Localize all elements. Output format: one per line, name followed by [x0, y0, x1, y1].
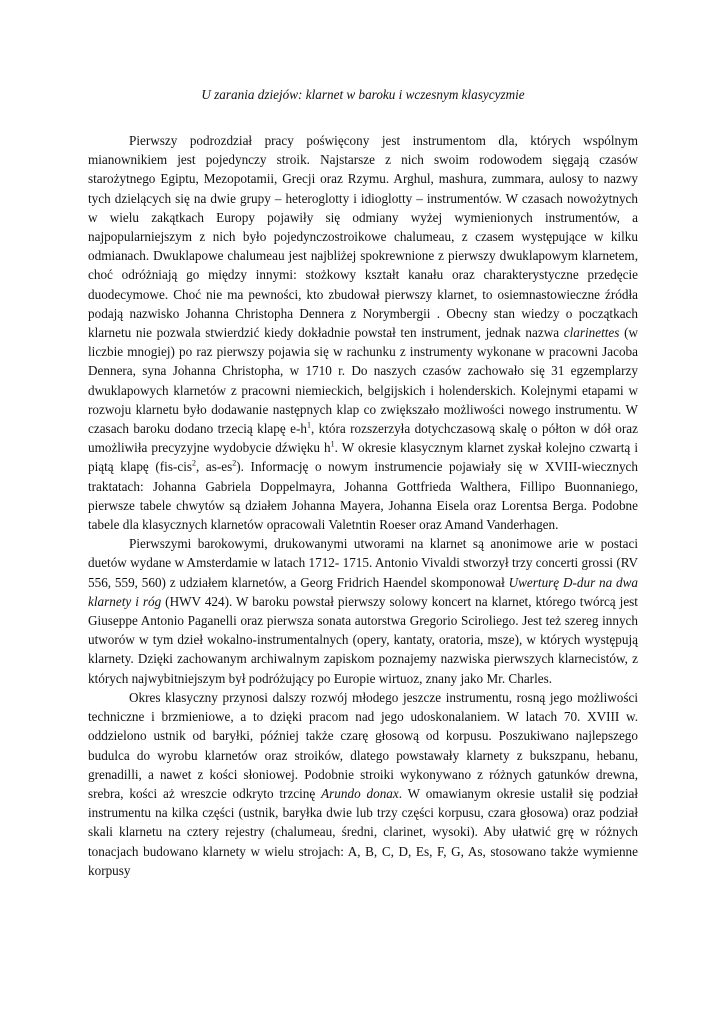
- p3-text-a: Okres klasyczny przynosi dalszy rozwój młodego jeszcze instrumentu, rosną jego możliwości techniczne i brzmieniowe, a to dzięki pracom nad jego udoskonalaniem. W latach 70. XVIII w. oddzielono ustnik od baryłki, później także czarę głosową od korpusu. Poszukiwano najlepszego budulca do wyrobu klarnetów oraz stroików, dlatego powstawały klarnety z bukszpanu, hebanu, grenadilli, a nawet z kości słoniowej. Podobnie stroiki wykonywano z różnych gatunków drewna, srebra, kości aż wreszcie odkryto trzcinę: [88, 689, 638, 801]
- p1-text-c: , która rozszerzyła dotychczasową skalę o półton w dół oraz umożliwiła precyzyjne wydobycie dźwięku h: [88, 421, 638, 456]
- p1-text-f: ). Informację o nowym instrumencie pojawiały się w XVIII-wiecznych traktatach: Johanna Gabriela Doppelmayra, Johanna Gottfrieda Walthera, Fillipo Buonnaniego, pierwsze tabele chwytów są działem Johanna Mayera, Johanna Eisela oraz Lorentsa Berga. Podobne tabele dla klasycznych klarnetów opracowali Valetntin Roeser oraz Amand Vanderhagen.: [88, 459, 638, 533]
- p1-text-d: . W okresie klasycznym klarnet zyskał kolejno czwartą i piątą klapę (fis-cis: [88, 440, 638, 475]
- superscript-2-a: 2: [192, 459, 196, 469]
- p2-text-a: Pierwszymi barokowymi, drukowanymi utworami na klarnet są anonimowe arie w postaci duetów wydane w Amsterdamie w latach 1712- 1715. Antonio Vivaldi stworzył trzy concerti grossi (RV 556, 559, 560) z udziałem klarnetów, a Georg Fridrich Haendel skomponował: [88, 536, 638, 590]
- p3-text-b: . W omawianym okresie ustalił się podział instrumentu na kilka części (ustnik, baryłka dwie lub trzy części korpusu, czara głosowa) oraz podział skali klarnetu na cztery rejestry (chalumeau, średni, clarinet, wysoki). Aby ułatwić grę w różnych tonacjach budowano klarnety w wielu strojach: A, B, C, D, Es, F, G, As, stosowano także wymienne korpusy: [88, 785, 639, 878]
- section-title: U zarania dziejów: klarnet w baroku i wczesnym klasycyzmie: [201, 87, 525, 102]
- document-page: [88, 86, 638, 880]
- p2-text-b: (HWV 424). W baroku powstał pierwszy solowy koncert na klarnet, którego twórcą jest Giuseppe Antonio Paganelli oraz pierwsza sonata autorstwa Gregorio Sciroliego. Jest też szereg innych utworów w tym dzieł wokalno-instrumentalnych (opery, kantaty, oratoria, msze), w których występują klarnety. Dzięki zachowanym archiwalnym zapiskom poznajemy nazwiska pierwszych klarnecistów, z których najwybitniejszym był podróżujący po Europie wirtuoz, znany jako Mr. Charles.: [88, 593, 638, 686]
- footnote-marker-1: 1: [306, 420, 311, 430]
- p1-text-a: Pierwszy podrozdział pracy poświęcony jest instrumentom dla, których wspólnym mianownikiem jest pojedynczy stroik. Najstarsze z nich swoim rodowodem sięgają czasów starożytnego Egiptu, Mezopotamii, Grecji oraz Rzymu. Arghul, mashura, zummara, aulosy to nazwy tych dzielących się na dwie grupy – heteroglotty i idioglotty – instrumentów. W czasach nowożytnych w wielu zakątkach Europy pojawiły się odmiany wyżej wymienionych instrumentów, a najpopularniejszym z nich było pojedynczostroikowe chalumeau, z czasem występujące w kilku odmianach. Dwuklapowe chalumeau jest najbliżej spokrewnione z pierwszy dwuklapowym klarnetem, choć odróżniają go między innymi: stożkowy kształt kanału oraz charakterystyczne przedęcie duodecymowe. Choć nie ma pewności, kto zbudował pierwszy klarnet, to osiemnastowieczne źródła podają nazwisko Johanna Christopha Dennera z Norymbergii . Obecny stan wiedzy o początkach klarnetu nie pozwala stwierdzić kiedy dokładnie powstał ten instrument, jednak nazwa: [88, 133, 638, 341]
- paragraph-1: [88, 131, 638, 534]
- paragraph-2: [88, 534, 638, 688]
- p1-text-e: , as-es: [196, 459, 233, 475]
- footnote-marker-2: 1: [330, 439, 335, 449]
- p3-term-arundo: Arundo donax: [321, 785, 399, 801]
- superscript-2-b: 2: [232, 459, 237, 469]
- p2-title-uwerture: Uwerturę D-dur na dwa klarnety i róg: [88, 574, 638, 609]
- p1-term-clarinettes: clarinettes: [563, 325, 620, 341]
- paragraph-3: [88, 688, 638, 880]
- p1-text-b: (w liczbie mnogiej) po raz pierwszy pojawia się w rachunku z instrumenty wykonane w pracowni Jacoba Dennera, syna Johanna Christopha, w 1710 r. Do naszych czasów zachowało się 31 egzemplarzy dwuklapowych klarnetów z pracowni niemieckich, belgijskich i holenderskich. Kolejnymi etapami w rozwoju klarnetu było dodawanie następnych klap co zwiększało możliwości nowego instrumentu. W czasach baroku dodano trzecią klapę e-h: [88, 325, 638, 437]
